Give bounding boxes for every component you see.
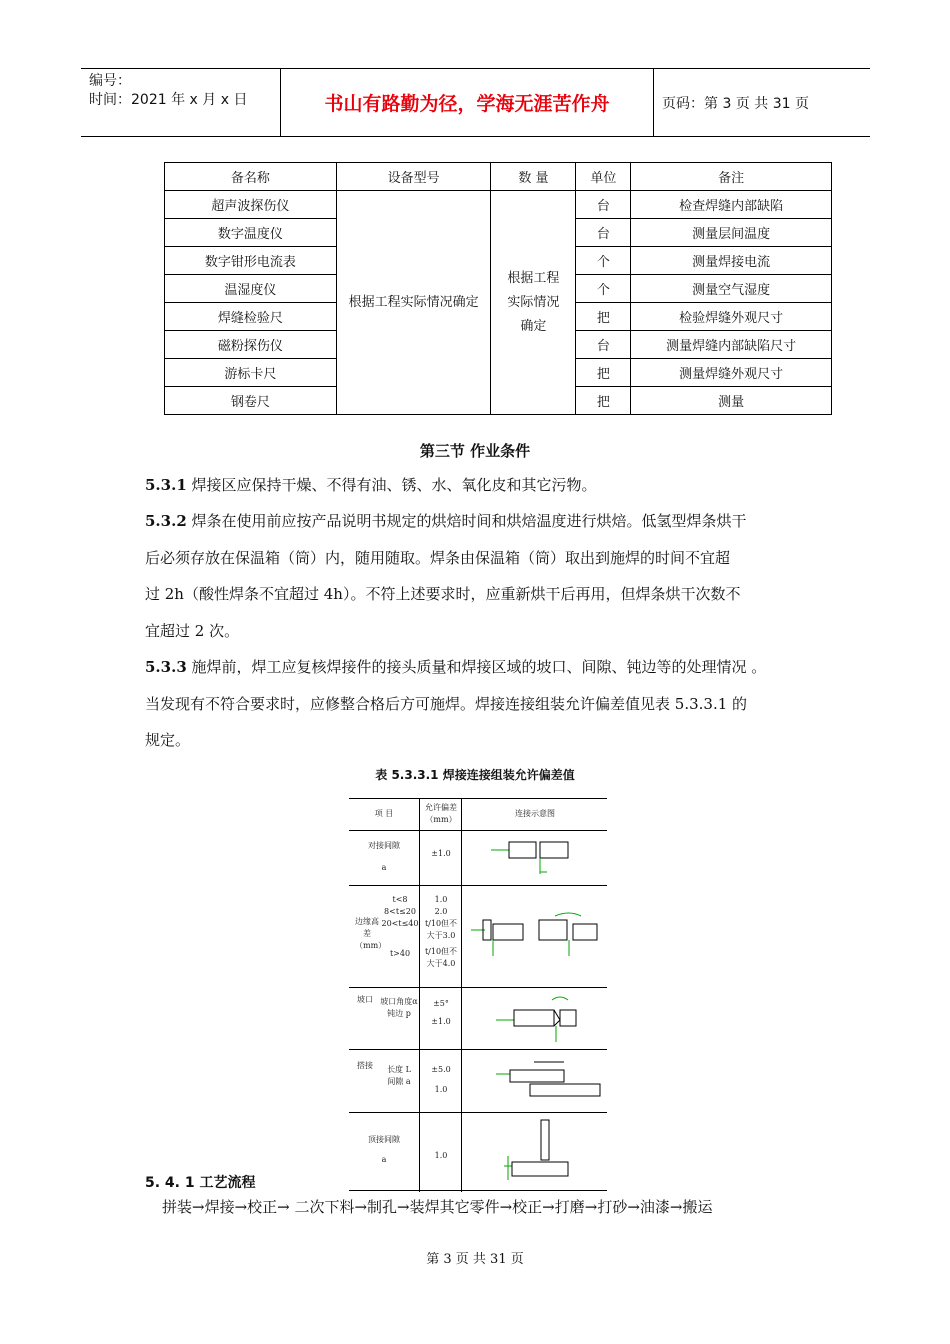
equipment-unit: 台 bbox=[576, 219, 631, 247]
doc-date-label: 时间：2021 年 x 月 x 日 bbox=[89, 92, 248, 108]
paragraph-5-3-2 bbox=[145, 503, 810, 649]
equipment-note: 测量 bbox=[631, 387, 832, 415]
equipment-unit: 把 bbox=[576, 359, 631, 387]
lap-joint-diagram bbox=[494, 1052, 604, 1102]
tol-item: 对接间隙 bbox=[368, 841, 400, 850]
tolerance-table bbox=[349, 798, 607, 1192]
equipment-unit: 个 bbox=[576, 247, 631, 275]
equipment-note: 测量层间温度 bbox=[631, 219, 832, 247]
tol-cond: 长度 L bbox=[387, 1065, 411, 1074]
equipment-name: 数字钳形电流表 bbox=[165, 247, 337, 275]
tol-cond: 8<t≤20 bbox=[384, 907, 416, 916]
equipment-unit: 台 bbox=[576, 191, 631, 219]
equipment-unit: 个 bbox=[576, 275, 631, 303]
tol-cond: 20<t≤40 bbox=[381, 919, 419, 928]
paragraph-line: 过 2h（酸性焊条不宜超过 4h）。不符上述要求时，应重新烘干后再用，但焊条烘干次数不 bbox=[145, 585, 741, 603]
tol-value: 2.0 bbox=[434, 907, 448, 916]
equipment-note: 测量空气湿度 bbox=[631, 275, 832, 303]
tol-item: 顶接间隙 bbox=[368, 1135, 400, 1144]
equipment-table bbox=[164, 162, 832, 415]
tol-value: t/10但不大于4.0 bbox=[424, 947, 458, 968]
tol-header-diagram: 连接示意图 bbox=[515, 809, 555, 818]
paragraph-line: 当发现有不符合要求时，应修整合格后方可施焊。焊接连接组装允许偏差值见表 5.3.3.1 的 bbox=[145, 694, 748, 713]
tol-item: 边缘高差（mm） bbox=[355, 917, 387, 950]
equipment-name: 游标卡尺 bbox=[165, 359, 337, 387]
equipment-name: 超声波探伤仪 bbox=[165, 191, 337, 219]
page-header bbox=[81, 68, 870, 137]
clause-number: 5.3.2 bbox=[145, 512, 187, 530]
equipment-name: 钢卷尺 bbox=[165, 387, 337, 415]
process-flow: 拼装→焊接→校正→ 二次下料→制孔→装焊其它零件→校正→打磨→打砂→油漆→搬运 bbox=[162, 1198, 713, 1216]
equipment-unit: 把 bbox=[576, 303, 631, 331]
edge-offset-diagram bbox=[469, 910, 604, 960]
section-5-4-1: 5. 4. 1 工艺流程 bbox=[145, 1172, 257, 1192]
butt-joint-diagram bbox=[489, 836, 579, 878]
tol-item-sub: a bbox=[381, 1155, 387, 1164]
header-cell: 备名称 bbox=[165, 163, 337, 191]
equipment-note: 测量焊缝外观尺寸 bbox=[631, 359, 832, 387]
equipment-name: 数字温度仪 bbox=[165, 219, 337, 247]
tol-value: t/10但不大于3.0 bbox=[424, 919, 458, 940]
clause-number: 5.3.1 bbox=[145, 476, 187, 494]
header-cell: 设备型号 bbox=[336, 163, 491, 191]
paragraph-5-3-1 bbox=[145, 467, 810, 504]
table-row bbox=[165, 191, 832, 219]
groove-diagram bbox=[494, 990, 584, 1046]
tol-item: 坡口 bbox=[357, 995, 373, 1004]
section-title: 第三节 作业条件 bbox=[419, 442, 531, 460]
equipment-model-merged: 根据工程实际情况确定 bbox=[336, 191, 491, 415]
header-meta bbox=[81, 69, 281, 136]
tol-value: ±1.0 bbox=[431, 849, 451, 858]
tol-item-sub: a bbox=[381, 863, 387, 872]
doc-number-label: 编号： bbox=[89, 73, 131, 89]
paragraph-line: 焊条在使用前应按产品说明书规定的烘焙时间和烘焙温度进行烘焙。低氢型焊条烘干 bbox=[186, 512, 747, 530]
header-cell: 数 量 bbox=[491, 163, 576, 191]
equipment-name: 磁粉探伤仪 bbox=[165, 331, 337, 359]
tol-value: 1.0 bbox=[434, 1085, 448, 1094]
equipment-note: 测量焊缝内部缺陷尺寸 bbox=[631, 331, 832, 359]
header-page-number: 页码：第 3 页 共 31 页 bbox=[662, 95, 809, 112]
table-caption: 表 5.3.3.1 焊接连接组装允许偏差值 bbox=[375, 768, 575, 782]
tol-value: ±5.0 bbox=[431, 1065, 451, 1074]
tol-header-allow: 允许偏差（mm） bbox=[425, 803, 457, 824]
tee-joint-diagram bbox=[504, 1116, 574, 1188]
tol-value: 1.0 bbox=[434, 895, 448, 904]
tol-value: ±5° bbox=[433, 999, 449, 1008]
tol-item: 搭接 bbox=[357, 1061, 373, 1070]
equipment-note: 检查焊缝内部缺陷 bbox=[631, 191, 832, 219]
paragraph-text: 焊接区应保持干燥、不得有油、锈、水、氧化皮和其它污物。 bbox=[186, 476, 597, 494]
paragraph-line: 后必须存放在保温箱（筒）内，随用随取。焊条由保温箱（筒）取出到施焊的时间不宜超 bbox=[145, 548, 731, 567]
paragraph-5-3-3 bbox=[145, 649, 810, 759]
equipment-note: 测量焊接电流 bbox=[631, 247, 832, 275]
clause-number: 5.3.3 bbox=[145, 658, 187, 676]
tol-cond: 坡口角度α bbox=[380, 997, 418, 1006]
table-header-row bbox=[165, 163, 832, 191]
header-cell: 单位 bbox=[576, 163, 631, 191]
equipment-note: 检验焊缝外观尺寸 bbox=[631, 303, 832, 331]
paragraph-line: 宜超过 2 次。 bbox=[145, 621, 240, 640]
tol-cond: t>40 bbox=[389, 949, 411, 958]
paragraph-line: 施焊前，焊工应复核焊接件的接头质量和焊接区域的坡口、间隙、钝边等的处理情况 。 bbox=[186, 658, 767, 676]
header-cell: 备注 bbox=[631, 163, 832, 191]
tol-cond: 钝边 p bbox=[387, 1009, 411, 1018]
equipment-name: 焊缝检验尺 bbox=[165, 303, 337, 331]
paragraph-line: 规定。 bbox=[145, 731, 191, 749]
tol-value: 1.0 bbox=[434, 1151, 448, 1160]
page-footer: 第 3 页 共 31 页 bbox=[426, 1252, 524, 1267]
header-motto: 书山有路勤为径，学海无涯苦作舟 bbox=[281, 69, 654, 136]
tol-cond: 间隙 a bbox=[387, 1077, 411, 1086]
tol-header-item: 项 目 bbox=[374, 809, 394, 818]
tol-value: ±1.0 bbox=[431, 1017, 451, 1026]
tol-cond: t<8 bbox=[392, 895, 408, 904]
equipment-qty-merged: 根据工程实际情况确定 bbox=[491, 191, 576, 415]
equipment-unit: 台 bbox=[576, 331, 631, 359]
equipment-name: 温湿度仪 bbox=[165, 275, 337, 303]
equipment-unit: 把 bbox=[576, 387, 631, 415]
